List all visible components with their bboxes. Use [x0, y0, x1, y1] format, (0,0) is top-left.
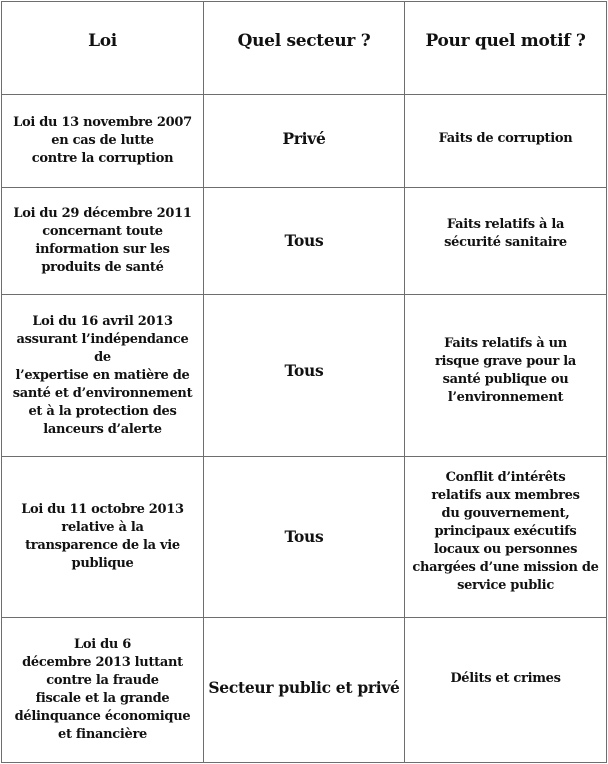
loi-cell — [2, 295, 204, 457]
motif-line: chargées d’une mission de — [412, 560, 599, 575]
motif-line: du gouvernement, — [441, 506, 570, 521]
secteur-cell: Secteur public et privé — [204, 618, 405, 763]
secteur-cell: Privé — [204, 95, 405, 188]
header-motif: Pour quel motif ? — [405, 2, 607, 95]
motif-line: service public — [457, 578, 554, 593]
loi-line: fiscale et la grande — [35, 691, 170, 706]
header-secteur: Quel secteur ? — [204, 2, 405, 95]
motif-cell — [405, 295, 607, 457]
loi-line: Loi du 13 novembre 2007 — [13, 115, 192, 130]
loi-line: et financière — [57, 727, 147, 742]
motif-line: Délits et crimes — [450, 671, 561, 686]
loi-line: concernant toute — [42, 224, 163, 239]
loi-line: Loi du 6 — [74, 637, 131, 652]
header-row — [2, 2, 607, 95]
loi-line: de — [94, 349, 111, 365]
table-row — [2, 188, 607, 295]
loi-line: produits de santé — [41, 260, 164, 275]
loi-line: et à la protection des — [28, 403, 177, 419]
loi-cell — [2, 188, 204, 295]
secteur-cell: Tous — [204, 457, 405, 618]
loi-line: transparence de la vie — [25, 538, 180, 553]
loi-line: santé et d’environnement — [12, 385, 193, 401]
motif-line: Faits de corruption — [438, 131, 573, 146]
loi-cell — [2, 457, 204, 618]
table-row — [2, 457, 607, 618]
secteur-cell: Tous — [204, 295, 405, 457]
motif-line: relatifs aux membres — [431, 488, 580, 503]
table-row — [2, 95, 607, 188]
motif-cell — [405, 188, 607, 295]
loi-line: contre la fraude — [46, 673, 159, 688]
motif-line: l’environnement — [447, 390, 564, 405]
laws-table — [1, 1, 607, 763]
motif-cell — [405, 95, 607, 188]
table-row — [2, 618, 607, 763]
loi-line: en cas de lutte — [51, 133, 154, 148]
loi-line: décembre 2013 luttant — [22, 655, 183, 670]
secteur-cell: Tous — [204, 188, 405, 295]
motif-line: locaux ou personnes — [433, 542, 578, 557]
loi-line: Loi du 11 octobre 2013 — [21, 502, 184, 517]
loi-line: assurant l’indépendance — [16, 331, 189, 347]
motif-line: santé publique ou — [442, 372, 569, 387]
loi-line: délinquance économique — [14, 709, 191, 724]
table-row — [2, 295, 607, 457]
loi-line: l’expertise en matière de — [15, 367, 190, 383]
loi-cell — [2, 95, 204, 188]
motif-line: Conflit d’intérêts — [445, 470, 566, 485]
header-loi: Loi — [2, 2, 204, 95]
loi-line: Loi du 29 décembre 2011 — [13, 206, 192, 221]
loi-line: contre la corruption — [31, 151, 174, 166]
loi-line: publique — [71, 556, 134, 571]
motif-line: risque grave pour la — [434, 354, 577, 369]
motif-cell — [405, 457, 607, 618]
loi-line: information sur les — [35, 242, 170, 257]
loi-line: lanceurs d’alerte — [43, 421, 162, 437]
motif-line: Faits relatifs à la — [446, 217, 565, 232]
motif-line: sécurité sanitaire — [444, 235, 567, 250]
motif-line: Faits relatifs à un — [444, 336, 567, 351]
loi-line: relative à la — [61, 520, 144, 535]
motif-line: principaux exécutifs — [434, 524, 577, 539]
motif-cell — [405, 618, 607, 763]
loi-cell — [2, 618, 204, 763]
loi-line: Loi du 16 avril 2013 — [32, 313, 173, 329]
